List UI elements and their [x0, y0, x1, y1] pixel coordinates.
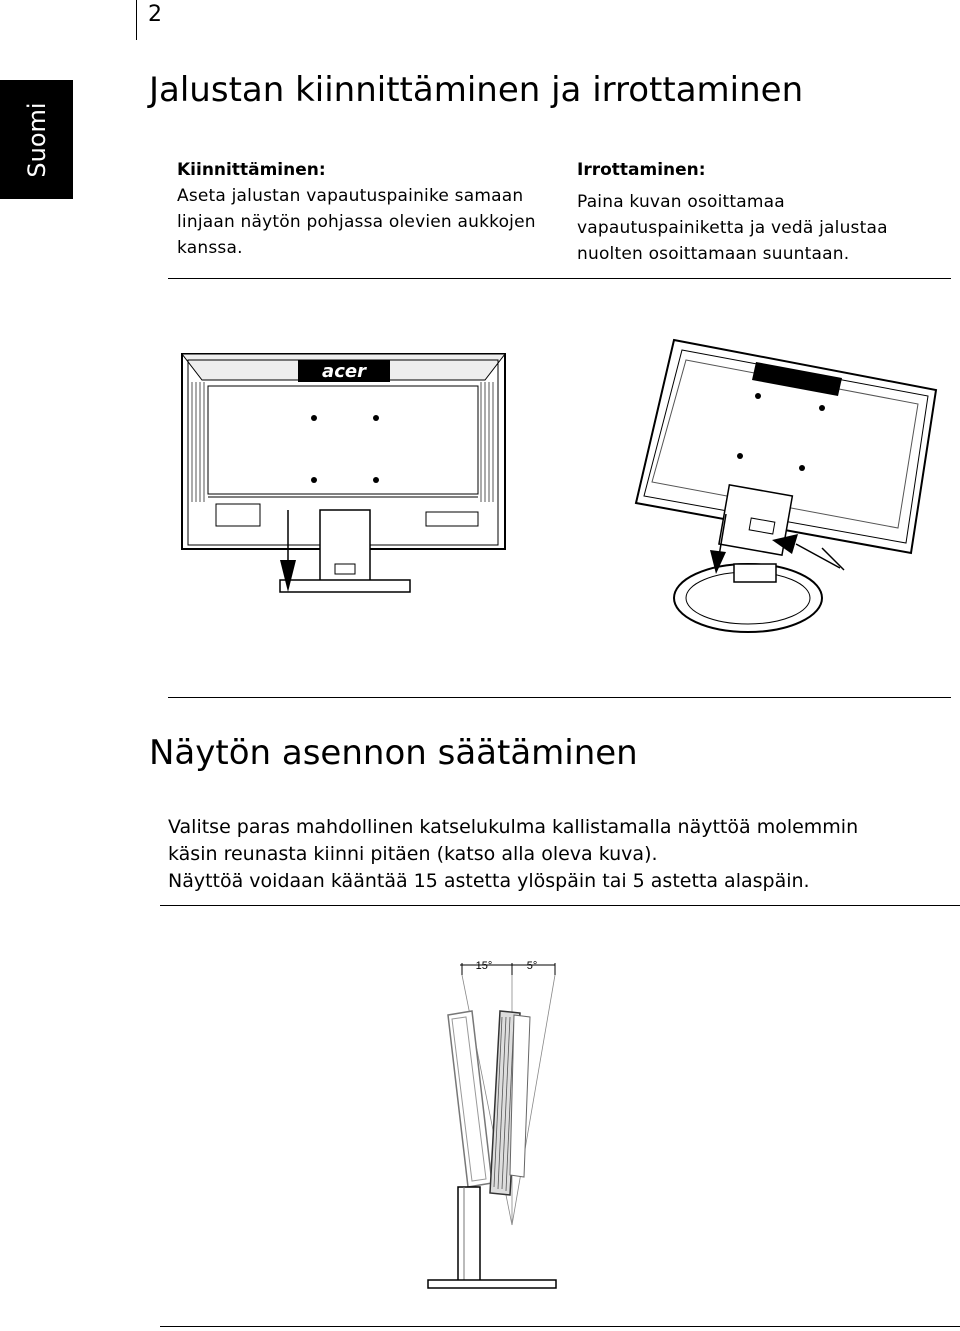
- brand-logo-text: acer: [322, 361, 366, 382]
- section-title-tilt: Näytön asennon säätäminen: [149, 733, 638, 773]
- tilt-down-label: 5°: [526, 960, 538, 972]
- divider: [160, 905, 960, 906]
- monitor-back-attach-illustration: [180, 352, 510, 597]
- attach-heading: Kiinnittäminen:: [177, 160, 326, 180]
- divider: [168, 697, 951, 698]
- header-divider: [136, 0, 137, 40]
- tilt-text-line: Valitse paras mahdollinen katselukulma kallistamalla näyttöä molemmin: [168, 816, 859, 838]
- detach-text: Paina kuvan osoittamaa vapautuspainiketta ja vedä jalustaa nuolten osoittamaan suuntaan.: [577, 192, 888, 264]
- page-number: 2: [148, 2, 162, 27]
- acer-logo: [298, 360, 390, 382]
- tilt-up-label: 15°: [475, 960, 493, 972]
- tilt-text-line: käsin reunasta kiinni pitäen (katso alla oleva kuva).: [168, 843, 658, 865]
- tilt-instructions: [168, 814, 958, 895]
- language-tab: [0, 80, 73, 199]
- divider: [168, 278, 951, 279]
- detach-instructions: [577, 157, 957, 267]
- tilt-text-line: Näyttöä voidaan kääntää 15 astetta ylöspäin tai 5 astetta alaspäin.: [168, 870, 810, 892]
- attach-text: Aseta jalustan vapautuspainike samaan linjaan näytön pohjassa olevien aukkojen kanssa.: [177, 186, 536, 258]
- section-title-stand: Jalustan kiinnittäminen ja irrottaminen: [149, 70, 804, 110]
- language-tab-label: Suomi: [22, 101, 51, 178]
- monitor-back-detach-illustration: [626, 338, 946, 638]
- detach-heading: Irrottaminen:: [577, 160, 706, 180]
- divider: [160, 1326, 960, 1327]
- tilt-angle-illustration: [420, 955, 580, 1295]
- attach-instructions: [177, 157, 567, 261]
